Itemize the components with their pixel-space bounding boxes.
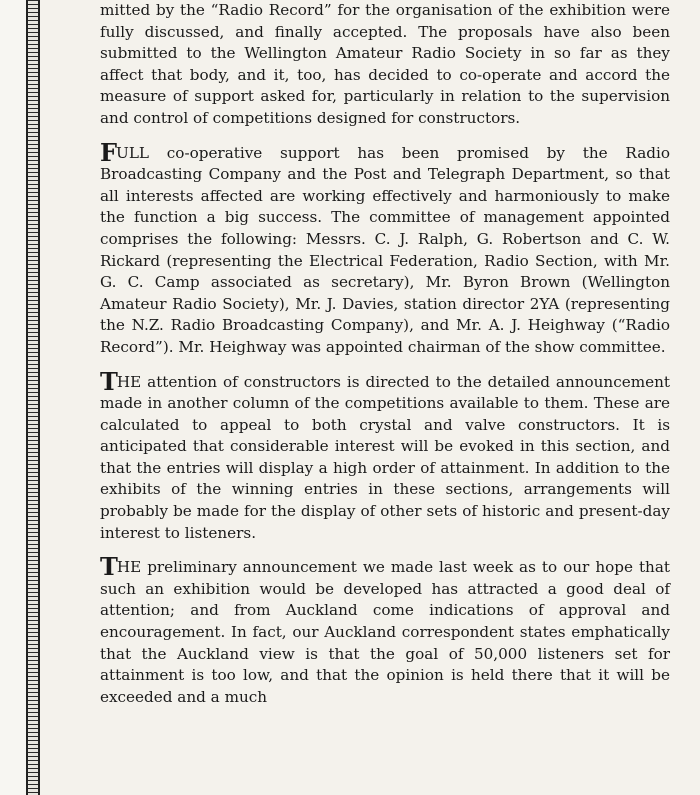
paragraph-2-dropcap: F <box>100 137 117 167</box>
paragraph-3-text: HE attention of constructors is directed to the detailed announcement made in another column of the competitions available to them. These are calculated to appeal to both crystal and valve constructors. It is anticipated that considerable interest will be evoked in this section, and that the entries will display a high order of attainment. In addition to the exhibits of the winning entries in these sections, arrangements will probably be made for the display of other sets of historic and present-day interest to listeners. <box>100 372 670 542</box>
paragraph-2 <box>100 137 670 359</box>
binding-strip <box>26 0 40 795</box>
paragraph-4-text: HE preliminary announcement we made last week as to our hope that such an exhibition would be developed has attracted a good deal of attention; and from Auckland come indications of approval and encouragement. In fact, our Auckland correspondent states emphatically that the Auckland view is that the goal of 50,000 listeners set for attainment is too low, and that the opinion is held there that it will be exceeded and a much <box>100 558 670 706</box>
paragraph-3 <box>100 366 670 545</box>
paragraph-3-dropcap: T <box>100 366 117 396</box>
page-margin <box>0 0 26 795</box>
paragraph-4 <box>100 552 670 708</box>
paragraph-1 <box>100 0 670 130</box>
paragraph-4-dropcap: T <box>100 552 117 582</box>
article-column <box>100 0 670 708</box>
paragraph-1-text: mitted by the “Radio Record” for the organisation of the exhibition were fully discussed, and finally accepted. The proposals have also been submitted to the Wellington Amateur Radio Society in so far as they affect that body, and it, too, has decided to co-operate and accord the measure of support asked for, particularly in relation to the supervision and control of competitions designed for constructors. <box>100 1 670 127</box>
paragraph-2-text: ULL co-operative support has been promised by the Radio Broadcasting Company and the Post and Telegraph Department, so that all interests affected are working effectively and harmoniously to make the function a big success. The committee of management appointed comprises the following: Messrs. C. J. Ralph, G. Robertson and C. W. Rickard (representing the Electrical Federation, Radio Section, with Mr. G. C. Camp associated as secretary), Mr. Byron Brown (Wellington Amateur Radio Society), Mr. J. Davies, station director 2YA (representing the N.Z. Radio Broadcasting Company), and Mr. A. J. Heighway (“Radio Record”). Mr. Heighway was appointed chairman of the show committee. <box>100 143 670 356</box>
